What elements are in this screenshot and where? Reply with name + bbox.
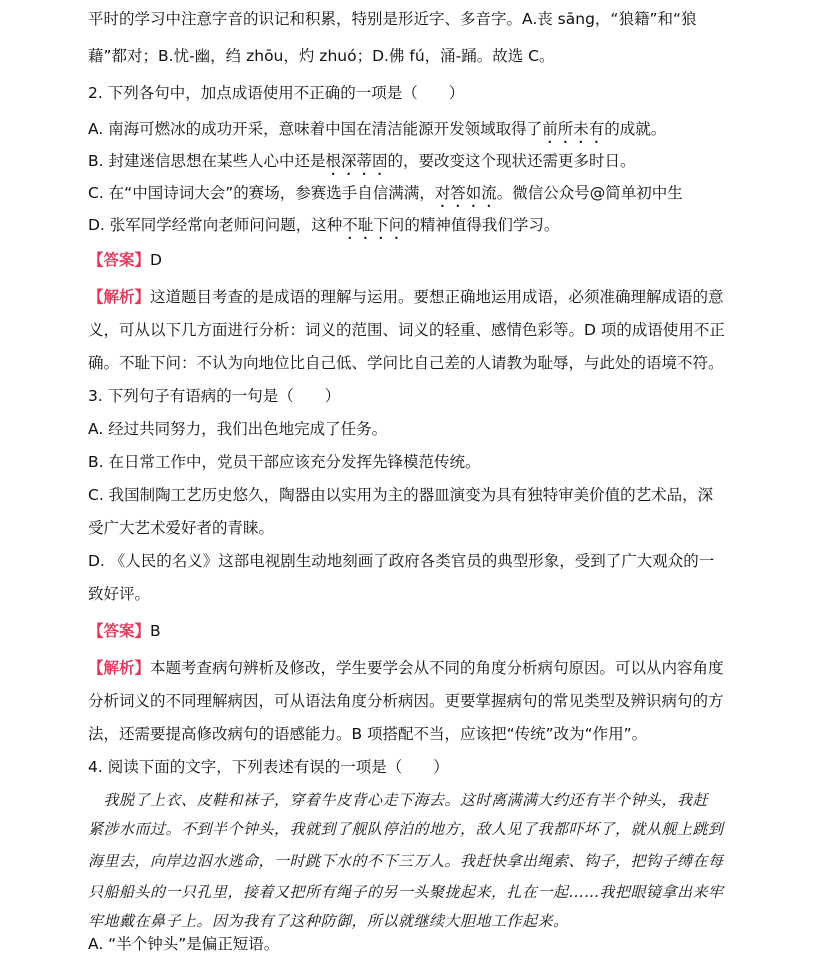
analysis-line [88, 661, 724, 677]
option-text: A. 南海可燃冰的成功开采，意味着中国在清洁能源开发领域取得了 [88, 120, 543, 138]
option-d-cont: 致好评。 [88, 585, 151, 603]
question-stem: 3. 下列句子有语病的一句是（ ） [88, 387, 341, 405]
analysis-tag: 【解析】 [88, 659, 151, 677]
option-a: A. “半个钟头”是偏正短语。 [88, 935, 280, 953]
dotted-idiom: 前所未有 [542, 120, 605, 138]
dotted-idiom: 不耻下问 [342, 216, 405, 234]
analysis-text: 确。不耻下问：不认为向地位比自己低、学问比自己差的人请教为耻辱，与此处的语境不符。 [88, 354, 724, 372]
dotted-idiom: 对答如流 [434, 184, 497, 202]
answer-tag: 【答案】 [88, 251, 151, 269]
option-b [88, 152, 636, 179]
analysis-text: 分析词义的不同理解病因，可从语法角度分析病因。更要掌握病句的常见类型及辨识病句的方 [88, 692, 724, 710]
answer-value: D [150, 251, 162, 269]
option-text: D. 张军同学经常向老师问问题，这种 [88, 216, 343, 234]
option-text: 。微信公众号@简单初中生 [496, 184, 683, 202]
option-c-cont: 受广大艺术爱好者的青睐。 [88, 519, 275, 537]
answer-line [88, 253, 162, 269]
analysis-text: 法，还需要提高修改病句的语感能力。B 项搭配不当，应该把“传统”改为“作用”。 [88, 725, 648, 743]
answer-tag: 【答案】 [88, 622, 151, 640]
question-stem: 2. 下列各句中，加点成语使用不正确的一项是（ ） [88, 84, 465, 102]
question-stem: 4. 阅读下面的文字，下列表述有误的一项是（ ） [88, 758, 449, 776]
analysis-line [88, 290, 724, 306]
analysis-text: 这道题目考查的是成语的理解与运用。要想正确地运用成语，必须准确理解成语的意 [150, 288, 724, 306]
option-c [88, 184, 683, 211]
answer-line [88, 624, 161, 640]
analysis-tag: 【解析】 [88, 288, 151, 306]
answer-value: B [150, 622, 161, 640]
option-text: C. 在“中国诗词大会”的赛场，参赛选手自信满满， [88, 184, 435, 202]
option-text: 的成就。 [604, 120, 667, 138]
option-text: B. 封建迷信思想在某些人心中还是 [88, 152, 326, 170]
option-b: B. 在日常工作中，党员干部应该充分发挥先锋模范传统。 [88, 453, 481, 471]
passage-line: 只船船头的一只孔里，接着又把所有绳子的另一头聚拢起来，扎在一起……我把眼镜拿出来牢 [88, 883, 724, 901]
option-a: A. 经过共同努力，我们出色地完成了任务。 [88, 420, 388, 438]
option-d [88, 216, 559, 243]
option-c: C. 我国制陶工艺历史悠久，陶器由以实用为主的器皿演变为具有独特审美价值的艺术品，深 [88, 486, 714, 504]
text-line: 平时的学习中注意字音的识记和积累，特别是形近字、多音字。A.丧 sāng，“狼籍”和“狼 [88, 10, 697, 28]
passage-line: 牢地戴在鼻子上。因为我有了这种防御，所以就继续大胆地工作起来。 [88, 912, 569, 930]
analysis-text: 义，可从以下几方面进行分析：词义的范围、词义的轻重、感情色彩等。D 项的成语使用不正 [88, 321, 725, 339]
option-text: 的，要改变这个现状还需更多时日。 [387, 152, 636, 170]
text-line: 藉”都对；B.忧-幽，绉 zhōu，灼 zhuó；D.佛 fú，涌-踊。故选 C。 [88, 47, 555, 65]
option-text: 的精神值得我们学习。 [404, 216, 560, 234]
passage-line: 海里去，向岸边泅水逃命，一时跳下水的不下三万人。我赶快拿出绳索、钩子，把钩子缚在每 [88, 852, 724, 870]
passage-line: 我脱了上衣、皮鞋和袜子，穿着牛皮背心走下海去。这时离满满大约还有半个钟头，我赶 [88, 791, 709, 809]
dotted-idiom: 根深蒂固 [325, 152, 388, 170]
option-a [88, 120, 666, 147]
option-d: D. 《人民的名义》这部电视剧生动地刻画了政府各类官员的典型形象，受到了广大观众的一 [88, 552, 715, 570]
analysis-text: 本题考查病句辨析及修改，学生要学会从不同的角度分析病句原因。可以从内容角度 [150, 659, 724, 677]
passage-line: 紧涉水而过。不到半个钟头，我就到了舰队停泊的地方，敌人见了我都吓坏了，就从舰上跳到 [88, 820, 724, 838]
